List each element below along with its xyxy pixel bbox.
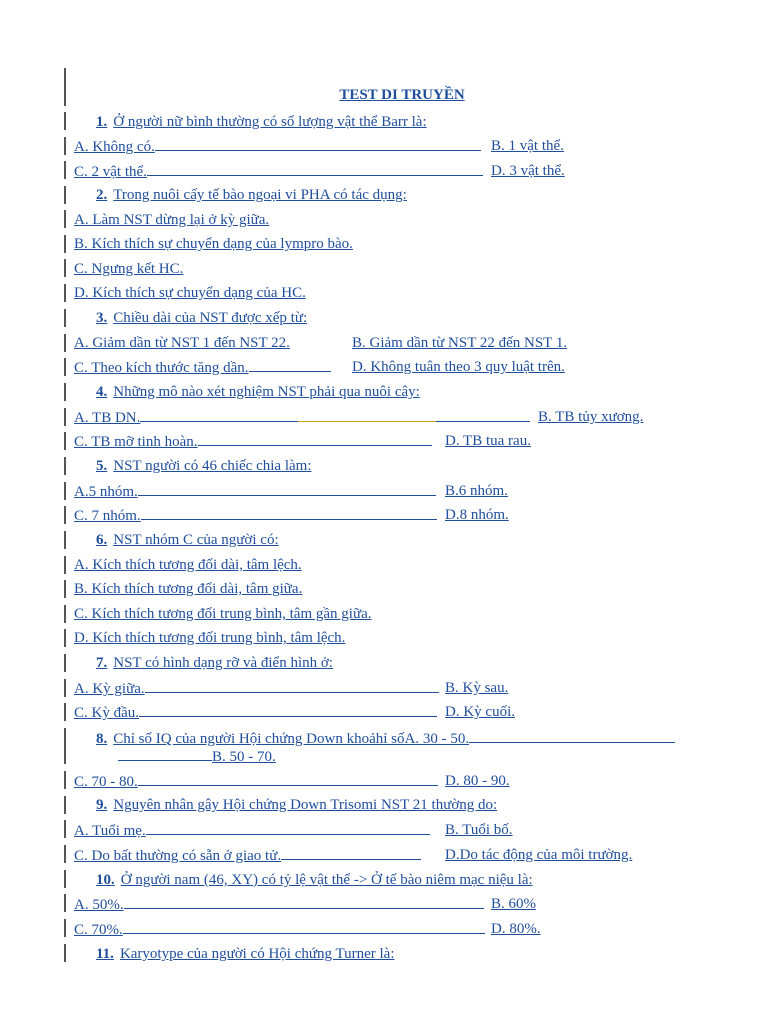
- option-b[interactable]: B. 1 vật thể.: [491, 138, 564, 154]
- margin-bar: [64, 820, 66, 838]
- option-d[interactable]: D. Kích thích sự chuyển dạng của HC.: [74, 285, 306, 301]
- question-8: [96, 729, 675, 748]
- margin-bar: [64, 870, 66, 888]
- option-row: [74, 772, 438, 791]
- option-a[interactable]: A. 50%.: [74, 897, 124, 913]
- question-number: 3.: [96, 310, 108, 326]
- option-c[interactable]: C. 7 nhóm.: [74, 508, 141, 524]
- fill-line: [124, 895, 484, 909]
- option-b[interactable]: B.6 nhóm.: [445, 483, 508, 499]
- fill-line: [138, 482, 436, 496]
- option-row: [445, 846, 632, 864]
- option-row: [445, 506, 509, 524]
- option-row: [74, 506, 437, 525]
- margin-bar: [64, 919, 66, 937]
- option-c[interactable]: C. Kỳ đầu.: [74, 705, 139, 721]
- question-10: [96, 871, 533, 889]
- margin-bar: [64, 432, 66, 450]
- question-text: Chỉ số IQ của người Hội chứng Down khoảhỉ số: [113, 731, 405, 747]
- option-row: [445, 703, 515, 721]
- option-a[interactable]: A.5 nhóm.: [74, 484, 138, 500]
- margin-bar: [64, 845, 66, 863]
- option-row: [445, 679, 508, 697]
- margin-bar: [64, 703, 66, 721]
- option-row: [74, 358, 331, 377]
- margin-bar: [64, 161, 66, 179]
- option-d[interactable]: D. 80 - 90.: [445, 773, 510, 789]
- question-number: 1.: [96, 114, 108, 130]
- option-b[interactable]: B. Kỳ sau.: [445, 680, 509, 696]
- question-text: Karyotype của người có Hội chứng Turner là:: [119, 946, 395, 962]
- option-row: [74, 408, 530, 427]
- margin-bar: [64, 309, 66, 327]
- margin-bar: [64, 796, 66, 814]
- margin-bar: [64, 556, 66, 574]
- option-row: [74, 162, 483, 181]
- option-row: [74, 629, 345, 647]
- question-1: [96, 113, 427, 131]
- margin-bar: [64, 383, 66, 401]
- question-3: [96, 309, 307, 327]
- fill-line: [155, 137, 481, 151]
- question-number: 2.: [96, 187, 108, 203]
- option-row: [445, 432, 531, 450]
- question-text: Nguyên nhân gây Hội chứng Down Trisomi NST 21 thường do:: [113, 797, 498, 813]
- margin-bar: [64, 137, 66, 155]
- option-row: [118, 747, 276, 766]
- question-4: [96, 383, 420, 401]
- margin-bar: [64, 654, 66, 672]
- option-b[interactable]: B. Giảm dần từ NST 22 đến NST 1.: [352, 335, 568, 351]
- question-6: [96, 531, 279, 549]
- margin-bar: [64, 112, 66, 130]
- margin-bar: [64, 408, 66, 426]
- margin-bar: [64, 457, 66, 475]
- option-c[interactable]: C. 70%.: [74, 922, 123, 938]
- option-row: [74, 580, 302, 598]
- margin-bar: [64, 235, 66, 253]
- option-row: [74, 556, 302, 574]
- option-row: [74, 703, 437, 722]
- option-d[interactable]: D. TB tua rau.: [445, 433, 531, 449]
- fill-line: [249, 358, 331, 372]
- option-c[interactable]: C. 2 vật thể.: [74, 164, 147, 180]
- option-d[interactable]: D. 3 vật thể.: [491, 163, 565, 179]
- fill-line: [436, 408, 530, 422]
- question-text: NST có hình dạng rỡ và điển hình ở:: [113, 655, 333, 671]
- document-title: TEST DI TRUYỀN: [339, 87, 465, 103]
- fill-line: [118, 747, 212, 761]
- option-row: [74, 821, 430, 840]
- fill-line: [141, 506, 437, 520]
- fill-line: [281, 846, 421, 860]
- question-number: 9.: [96, 797, 108, 813]
- option-row: [491, 162, 565, 180]
- margin-bar: [64, 506, 66, 524]
- question-text: Ở người nữ bình thường có số lượng vật thể Barr là:: [113, 114, 427, 130]
- fill-line: [146, 821, 430, 835]
- option-c[interactable]: C. Do bất thường có sẵn ở giao tử.: [74, 848, 282, 864]
- margin-bar: [64, 580, 66, 598]
- option-d[interactable]: D. 80%.: [491, 921, 541, 937]
- option-row: [491, 137, 564, 155]
- question-text: NST nhóm C của người có:: [113, 532, 279, 548]
- question-2: [96, 186, 407, 204]
- option-b[interactable]: B. Kích thích tương đối dài, tâm giữa.: [74, 581, 303, 597]
- question-number: 10.: [96, 872, 115, 888]
- option-row: [74, 334, 290, 352]
- option-c[interactable]: C. Theo kích thước tăng dần.: [74, 360, 249, 376]
- fill-line: [145, 679, 439, 693]
- option-row: [445, 482, 508, 500]
- option-a[interactable]: A. 30 - 50.: [404, 731, 470, 747]
- question-text: Những mô nào xét nghiệm NST phải qua nuôi cây:: [113, 384, 420, 400]
- question-text: Ở người nam (46, XY) có tỷ lệ vật thể -> Ở tế bào niêm mạc niệu là:: [120, 872, 533, 888]
- option-a[interactable]: A. Kích thích tương đối dài, tâm lệch.: [74, 557, 302, 573]
- option-c[interactable]: C. Ngưng kết HC.: [74, 261, 184, 277]
- option-d[interactable]: D. Kỳ cuối.: [445, 704, 515, 720]
- option-row: [74, 895, 484, 914]
- margin-bar: [64, 284, 66, 302]
- option-row: [74, 482, 436, 501]
- option-row: [538, 408, 643, 426]
- option-row: [74, 679, 439, 698]
- question-5: [96, 457, 312, 475]
- margin-bar: [64, 482, 66, 500]
- option-row: [352, 334, 567, 352]
- option-a[interactable]: A. Làm NST dừng lại ở kỳ giữa.: [74, 212, 270, 228]
- fill-line: [138, 772, 438, 786]
- question-number: 7.: [96, 655, 108, 671]
- question-number: 8.: [96, 731, 108, 747]
- option-a[interactable]: A. Không có.: [74, 139, 155, 155]
- margin-bar: [64, 531, 66, 549]
- margin-bar: [64, 334, 66, 352]
- option-row: [445, 772, 510, 790]
- fill-line: [139, 703, 437, 717]
- option-d[interactable]: D. Kích thích tương đối trung bình, tâm lệch.: [74, 630, 346, 646]
- option-row: [74, 605, 372, 623]
- margin-bar: [64, 771, 66, 789]
- option-row: [74, 235, 353, 253]
- margin-bar: [64, 210, 66, 228]
- question-text: NST người có 46 chiếc chia làm:: [113, 458, 312, 474]
- margin-bar: [64, 944, 66, 962]
- option-row: [74, 260, 183, 278]
- question-number: 5.: [96, 458, 108, 474]
- fill-line: [147, 162, 483, 176]
- option-b[interactable]: B. 60%: [491, 896, 536, 912]
- option-row: [491, 895, 536, 913]
- margin-bar: [64, 259, 66, 277]
- option-c[interactable]: C. Kích thích tương đối trung bình, tâm gần giữa.: [74, 606, 372, 622]
- option-row: [445, 821, 513, 839]
- margin-bar: [64, 605, 66, 623]
- question-number: 6.: [96, 532, 108, 548]
- question-11: [96, 945, 395, 963]
- option-row: [74, 211, 269, 229]
- margin-bar: [64, 186, 66, 204]
- option-d[interactable]: D.Do tác động của môi trường.: [445, 847, 633, 863]
- option-row: [74, 284, 306, 302]
- margin-bar: [64, 894, 66, 912]
- option-a[interactable]: A. TB DN.: [74, 410, 141, 426]
- option-b[interactable]: B. Tuổi bố.: [445, 822, 513, 838]
- option-row: [491, 920, 541, 938]
- fill-line-highlight: [298, 408, 436, 422]
- option-row: [74, 920, 485, 939]
- option-a[interactable]: A. Giảm dần từ NST 1 đến NST 22.: [74, 335, 290, 351]
- question-9: [96, 796, 497, 814]
- option-d[interactable]: D.8 nhóm.: [445, 507, 509, 523]
- question-7: [96, 654, 333, 672]
- option-a[interactable]: A. Kỳ giữa.: [74, 681, 145, 697]
- option-d[interactable]: D. Không tuân theo 3 quy luật trên.: [352, 359, 565, 375]
- option-c[interactable]: C. TB mỡ tinh hoàn.: [74, 434, 198, 450]
- question-number: 4.: [96, 384, 108, 400]
- margin-bar: [64, 728, 66, 764]
- margin-bar: [64, 629, 66, 647]
- option-b[interactable]: B. TB tủy xương.: [538, 409, 644, 425]
- option-row: [74, 137, 481, 156]
- option-b[interactable]: B. 50 - 70.: [212, 749, 276, 765]
- fill-line: [198, 432, 432, 446]
- margin-bar: [64, 358, 66, 376]
- fill-line: [140, 408, 298, 422]
- question-number: 11.: [96, 946, 114, 962]
- fill-line: [469, 729, 675, 743]
- option-a[interactable]: A. Tuổi mẹ.: [74, 823, 146, 839]
- option-c[interactable]: C. 70 - 80.: [74, 774, 138, 790]
- option-row: [74, 432, 432, 451]
- fill-line: [123, 920, 485, 934]
- option-row: [74, 846, 421, 865]
- option-b[interactable]: B. Kích thích sự chuyển dạng của lympro bào.: [74, 236, 353, 252]
- margin-bar: [64, 679, 66, 697]
- question-text: Trong nuôi cấy tế bào ngoại vi PHA có tác dụng:: [113, 187, 407, 203]
- question-text: Chiều dài của NST được xếp từ:: [113, 310, 308, 326]
- option-row: [352, 358, 565, 376]
